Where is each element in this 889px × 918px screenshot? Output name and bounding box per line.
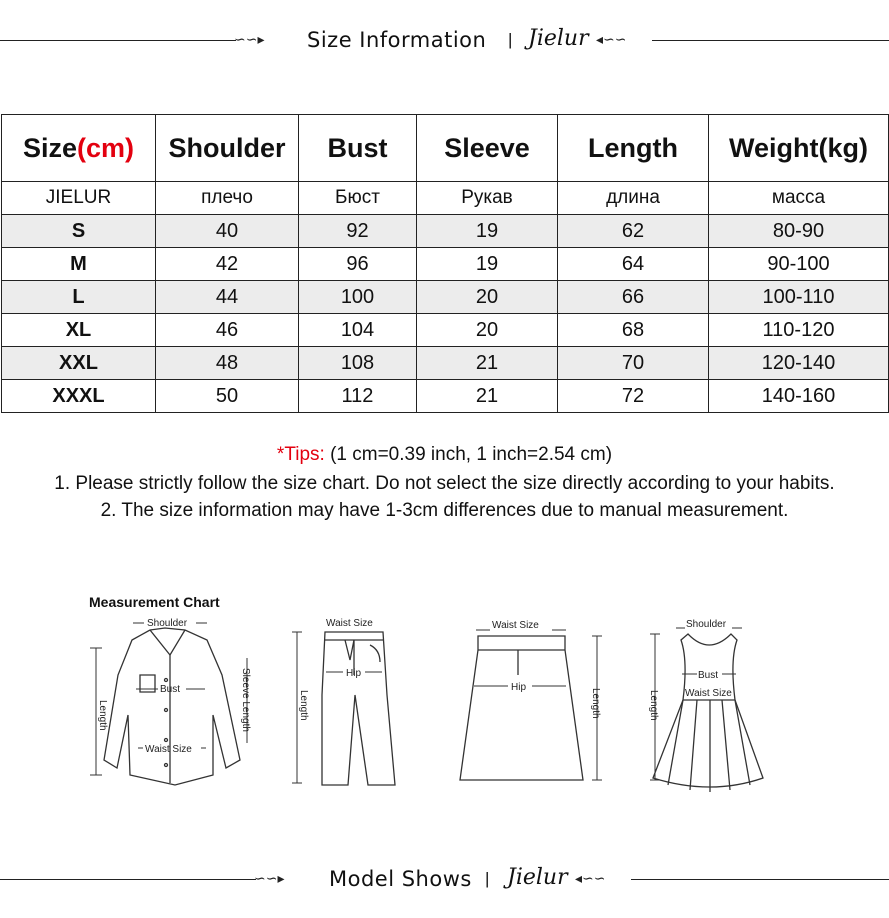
shirt-label-length: Length [97,700,108,731]
weight-cell: 90-100 [709,248,889,281]
swirl-ornament-left: ∽∽▸ [254,871,285,887]
sleeve-cell: 19 [417,215,558,248]
header-length: Length [558,115,709,182]
size-cell: XXXL [2,380,156,413]
shoulder-cell: 44 [156,281,299,314]
dress-label-bust: Bust [698,670,719,681]
translation-cell: масса [709,182,889,215]
measurement-chart-title: Measurement Chart [89,594,220,610]
length-cell: 70 [558,347,709,380]
length-cell: 64 [558,248,709,281]
shirt-label-sleeve: Sleeve Length [240,668,251,732]
table-row [2,380,889,413]
swirl-ornament-right: ◂∽∽ [596,32,627,48]
tips-label: *Tips: [276,444,325,465]
banner-line-right [652,40,889,41]
sleeve-cell: 19 [417,248,558,281]
measurement-chart-illustration [0,600,889,800]
dress-label-length: Length [648,690,659,721]
translation-cell: плечо [156,182,299,215]
dress-label-waist: Waist Size [685,688,732,699]
shirt-label-waist: Waist Size [145,744,192,755]
length-cell: 72 [558,380,709,413]
swirl-ornament-left: ∽∽▸ [234,32,265,48]
bust-cell: 96 [299,248,417,281]
size-cell: M [2,248,156,281]
dress-label-shoulder: Shoulder [686,619,727,630]
table-row [2,248,889,281]
table-header-row [2,115,889,182]
banner-separator: | [508,30,513,49]
size-table [1,114,889,413]
length-cell: 66 [558,281,709,314]
pants-label-hip: Hip [346,668,362,679]
shoulder-cell: 42 [156,248,299,281]
header-unit: (cm) [77,132,135,163]
skirt-label-hip: Hip [511,682,527,693]
dress-drawing [653,634,763,792]
sleeve-cell: 20 [417,314,558,347]
table-row [2,281,889,314]
skirt-drawing [460,636,583,780]
sleeve-cell: 21 [417,380,558,413]
skirt-label-waist: Waist Size [492,620,539,631]
header-sleeve: Sleeve [417,115,558,182]
size-cell: S [2,215,156,248]
translation-cell: длина [558,182,709,215]
banner-line-left [0,40,236,41]
translation-cell: JIELUR [2,182,156,215]
banner-title: Model Shows [329,867,472,891]
model-shows-banner [0,865,889,895]
header-bust: Bust [299,115,417,182]
swirl-ornament-right: ◂∽∽ [575,871,606,887]
header-size: Size(cm) [2,115,156,182]
weight-cell: 80-90 [709,215,889,248]
shoulder-cell: 50 [156,380,299,413]
header-shoulder: Shoulder [156,115,299,182]
shirt-label-bust: Bust [160,684,181,695]
size-information-banner [0,26,889,56]
bust-cell: 92 [299,215,417,248]
sleeve-cell: 20 [417,281,558,314]
weight-cell: 100-110 [709,281,889,314]
weight-cell: 120-140 [709,347,889,380]
table-row [2,215,889,248]
pants-label-waist: Waist Size [326,618,373,629]
tips-line [0,444,889,466]
brand-logo: Jielur [507,865,568,890]
shirt-drawing [104,628,240,785]
size-cell: XXL [2,347,156,380]
weight-cell: 140-160 [709,380,889,413]
banner-line-left [0,879,256,880]
length-cell: 68 [558,314,709,347]
translation-cell: Рукав [417,182,558,215]
shirt-label-shoulder: Shoulder [147,618,188,629]
table-row [2,314,889,347]
bust-cell: 112 [299,380,417,413]
shoulder-cell: 46 [156,314,299,347]
tips-note-2: 2. The size information may have 1-3cm differences due to manual measurement. [100,500,789,521]
translation-cell: Бюст [299,182,417,215]
size-cell: XL [2,314,156,347]
table-row [2,347,889,380]
length-cell: 62 [558,215,709,248]
sleeve-cell: 21 [417,347,558,380]
bust-cell: 100 [299,281,417,314]
bust-cell: 104 [299,314,417,347]
tips-conversion: (1 cm=0.39 inch, 1 inch=2.54 cm) [330,444,613,465]
pants-label-length: Length [298,690,309,721]
weight-cell: 110-120 [709,314,889,347]
brand-logo: Jielur [528,26,589,51]
translation-row [2,182,889,215]
shoulder-cell: 48 [156,347,299,380]
shoulder-cell: 40 [156,215,299,248]
bust-cell: 108 [299,347,417,380]
header-weight: Weight(kg) [709,115,889,182]
pants-drawing [322,632,395,785]
size-cell: L [2,281,156,314]
tips-note-1: 1. Please strictly follow the size chart. Do not select the size directly according to your habits. [54,473,835,494]
skirt-label-length: Length [590,688,601,719]
banner-line-right [631,879,889,880]
banner-separator: | [485,869,490,888]
banner-title: Size Information [307,28,487,52]
